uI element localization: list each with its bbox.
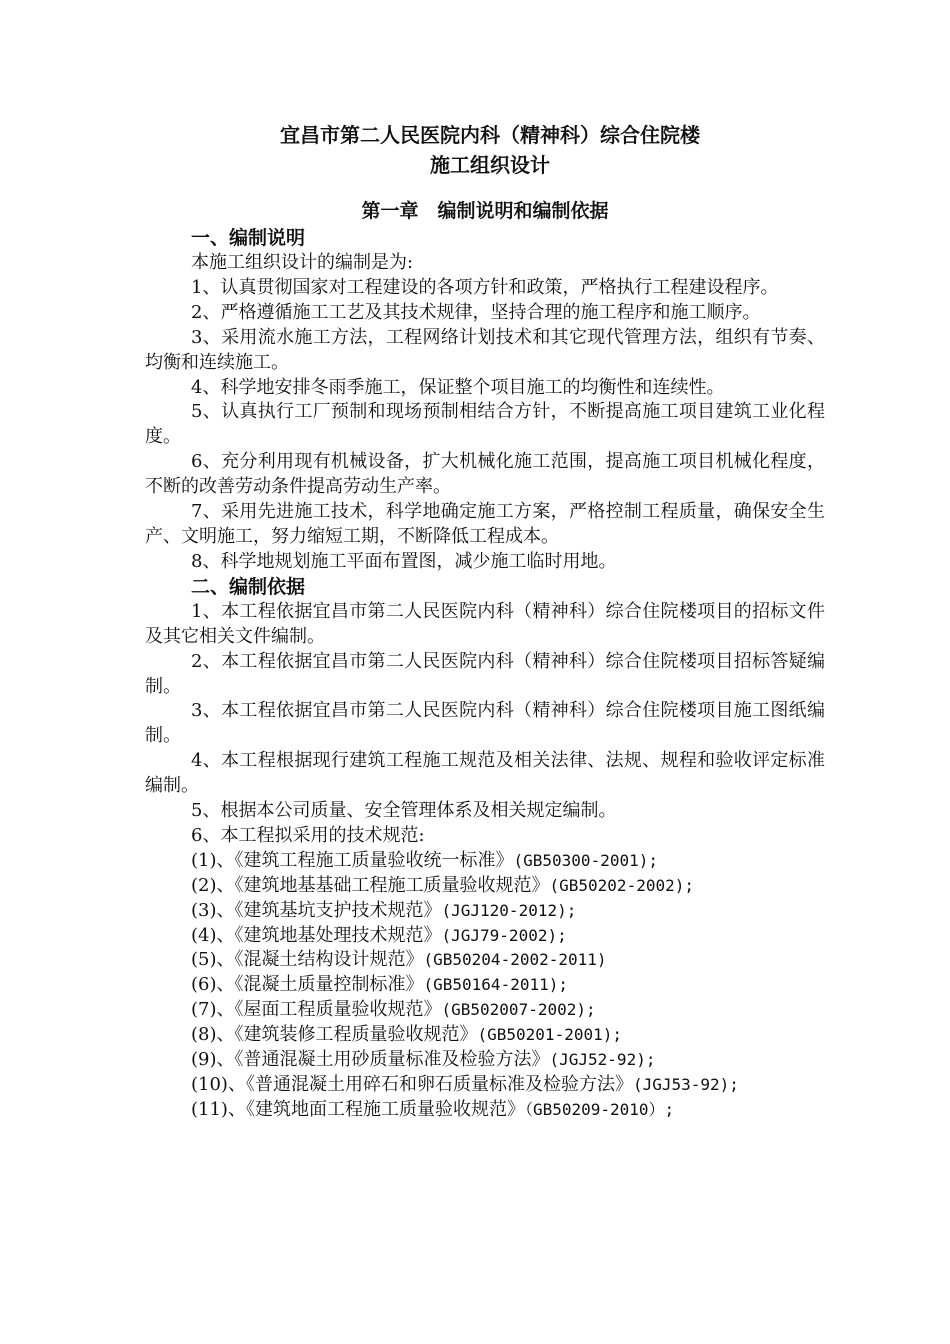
reference-code: (GB50202-2002); — [549, 875, 694, 895]
reference-name: 《建筑工程施工质量验收统一标准》 — [234, 849, 514, 871]
reference-number: (3)、 — [191, 899, 235, 921]
reference-item — [145, 973, 825, 998]
paragraph: 5、认真执行工厂预制和现场预制相结合方针，不断提高施工项目建筑工业化程度。 — [145, 401, 825, 448]
paragraph: 1、本工程依据宜昌市第二人民医院内科（精神科）综合住院楼项目的招标文件及其它相关文件编制。 — [145, 600, 825, 647]
reference-item — [145, 1023, 825, 1048]
reference-number: (2)、 — [191, 874, 235, 896]
reference-number: (10)、 — [191, 1074, 246, 1095]
reference-number: (6)、 — [191, 974, 235, 996]
reference-name: 《建筑地基基础工程施工质量验收规范》 — [234, 874, 550, 896]
reference-name: 《普通混凝土用碎石和卵石质量标准及检验方法》 — [245, 1074, 633, 1095]
reference-code: (GB502007-2002); — [441, 1000, 596, 1020]
chapter-title: 第一章 编制说明和编制依据 — [361, 200, 609, 222]
reference-item — [145, 849, 825, 874]
reference-code: (GB50300-2001); — [513, 850, 658, 870]
reference-name: 《建筑地基处理技术规范》 — [234, 924, 442, 946]
paragraph: 2、本工程依据宜昌市第二人民医院内科（精神科）综合住院楼项目招标答疑编制。 — [145, 650, 825, 697]
reference-code: (JGJ79-2002); — [441, 925, 567, 945]
reference-code: (GB50164-2011); — [423, 975, 568, 995]
reference-code: (JGJ120-2012); — [441, 900, 577, 920]
reference-item — [145, 899, 825, 924]
reference-item — [145, 924, 825, 949]
document-title: 宜昌市第二人民医院内科（精神科）综合住院楼 — [280, 123, 700, 147]
paragraph: 7、采用先进施工技术，科学地确定施工方案，严格控制工程质量，确保安全生产、文明施工，努力缩短工期，不断降低工程成本。 — [145, 501, 825, 547]
section-heading-explanation: 一、编制说明 — [191, 227, 306, 249]
reference-number: (4)、 — [191, 924, 235, 946]
paragraph: 8、科学地规划施工平面布置图，减少施工临时用地。 — [191, 550, 617, 572]
paragraph: 5、根据本公司质量、安全管理体系及相关规定编制。 — [191, 800, 617, 822]
paragraph: 2、严格遵循施工工艺及其技术规律，坚持合理的施工程序和施工顺序。 — [191, 301, 761, 323]
reference-item — [145, 998, 825, 1023]
reference-code: (JGJ53-92); — [632, 1075, 739, 1094]
reference-item — [145, 1048, 825, 1073]
reference-name: 《建筑装修工程质量验收规范》 — [234, 1024, 478, 1046]
document-body — [145, 120, 825, 1123]
paragraph: 4、科学地安排冬雨季施工，保证整个项目施工的均衡性和连续性。 — [191, 376, 725, 398]
reference-number: (9)、 — [191, 1049, 235, 1071]
reference-number: (5)、 — [191, 949, 235, 971]
reference-code: (GB50201-2001); — [477, 1025, 622, 1045]
paragraph: 3、本工程依据宜昌市第二人民医院内科（精神科）综合住院楼项目施工图纸编制。 — [145, 700, 825, 747]
reference-code: （GB50209-2010）; — [524, 1099, 675, 1119]
reference-item — [145, 948, 825, 973]
document-subtitle: 施工组织设计 — [430, 153, 550, 177]
paragraph: 4、本工程根据现行建筑工程施工规范及相关法律、法规、规程和验收评定标准编制。 — [145, 750, 825, 797]
reference-name: 《混凝土结构设计规范》 — [234, 949, 424, 971]
reference-item — [145, 874, 825, 899]
reference-name: 《屋面工程质量验收规范》 — [234, 999, 442, 1021]
paragraph: 3、采用流水施工方法，工程网络计划技术和其它现代管理方法，组织有节奏、均衡和连续施工。 — [145, 326, 825, 373]
reference-number: (7)、 — [191, 999, 235, 1021]
reference-number: (11)、 — [191, 1098, 246, 1120]
reference-name: 《建筑地面工程施工质量验收规范》 — [245, 1098, 525, 1120]
paragraph: 6、充分利用现有机械设备，扩大机械化施工范围，提高施工项目机械化程度，不断的改善劳动条件提高劳动生产率。 — [145, 451, 825, 498]
reference-number: (1)、 — [191, 849, 235, 871]
reference-name: 《普通混凝土用砂质量标准及检验方法》 — [234, 1049, 550, 1071]
reference-name: 《建筑基坑支护技术规范》 — [234, 899, 442, 921]
reference-code: (GB50204-2002-2011) — [423, 950, 607, 970]
reference-number: (8)、 — [191, 1024, 235, 1046]
reference-name: 《混凝土质量控制标准》 — [234, 974, 424, 996]
reference-item — [145, 1073, 825, 1098]
paragraph: 6、本工程拟采用的技术规范: — [191, 824, 425, 846]
section-heading-basis: 二、编制依据 — [191, 575, 306, 598]
reference-code: (JGJ52-92); — [549, 1050, 656, 1070]
reference-item — [145, 1098, 825, 1123]
paragraph: 1、认真贯彻国家对工程建设的各项方针和政策，严格执行工程建设程序。 — [191, 276, 779, 298]
paragraph: 本施工组织设计的编制是为: — [191, 252, 414, 273]
